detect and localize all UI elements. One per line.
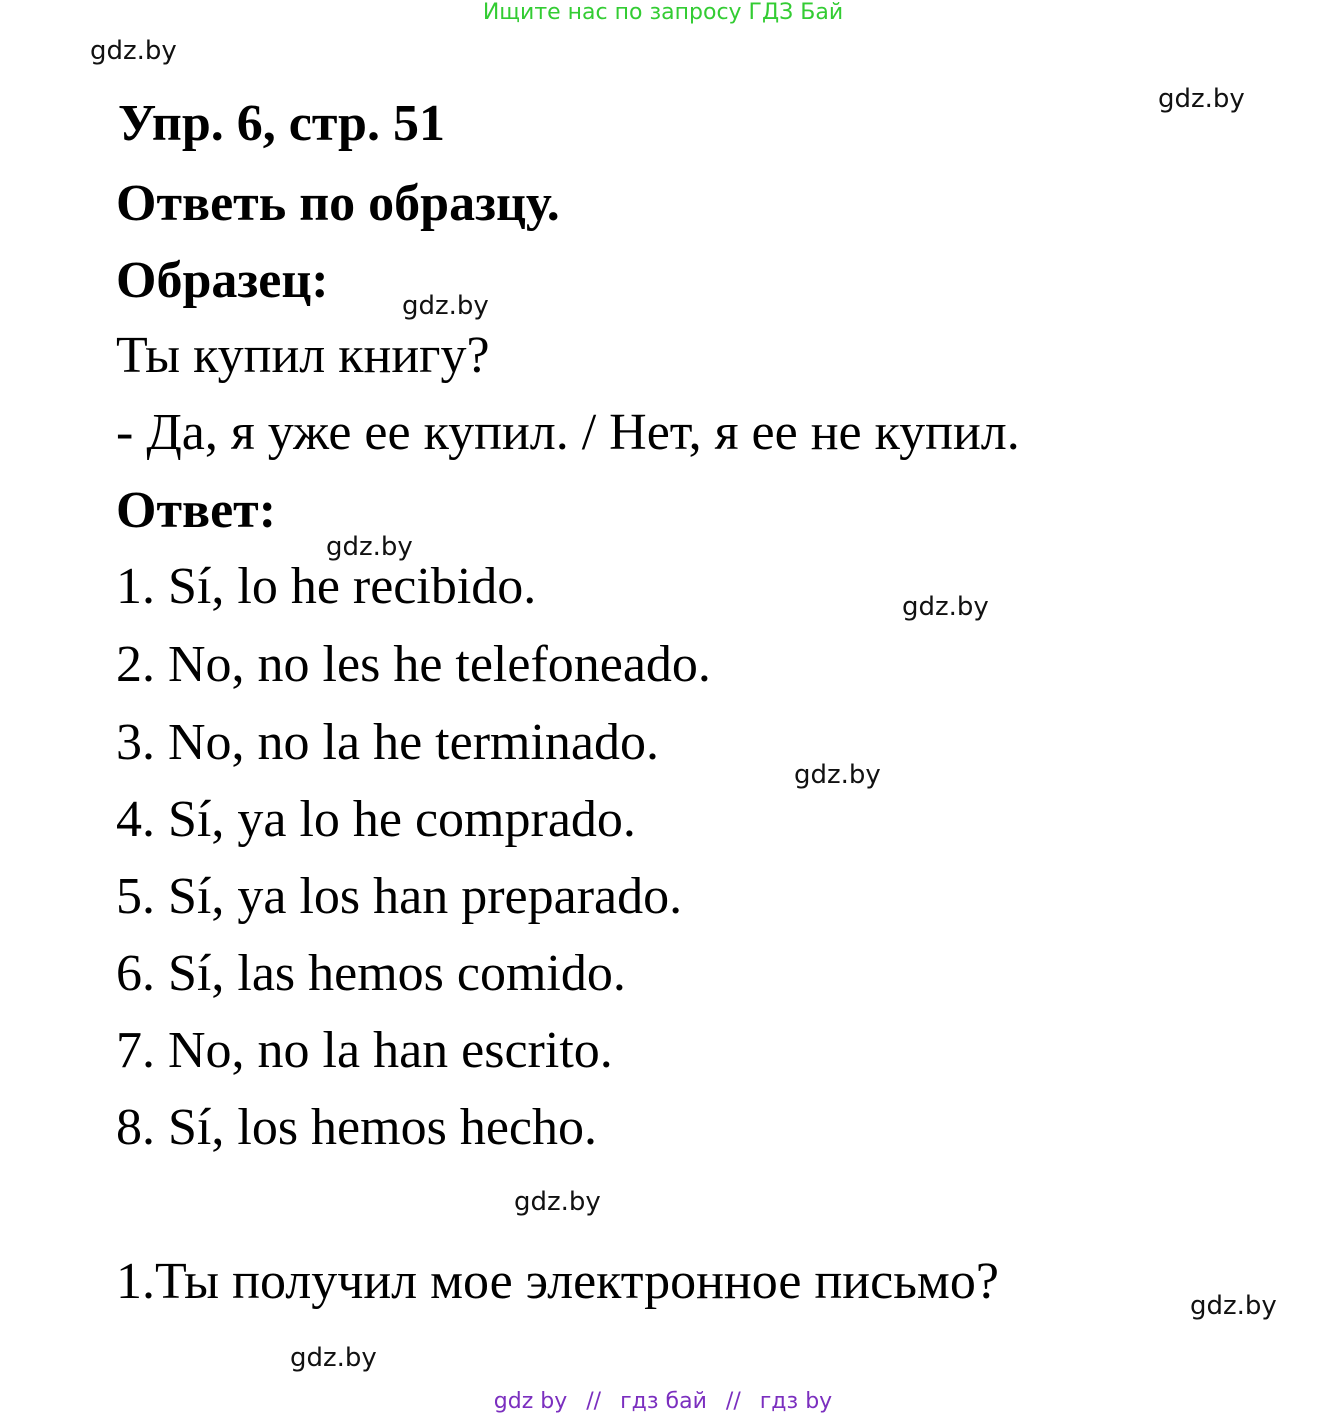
watermark: gdz.by — [1158, 84, 1245, 114]
footer-separator: // — [586, 1389, 602, 1414]
answer-label: Ответ: — [116, 482, 277, 539]
watermark: gdz.by — [1190, 1291, 1277, 1321]
answer-item: 3. No, no la he terminado. — [116, 714, 659, 771]
watermark: gdz.by — [90, 36, 177, 66]
answer-item: 7. No, no la han escrito. — [116, 1022, 613, 1079]
answer-item: 2. No, no les he telefoneado. — [116, 636, 711, 693]
top-banner: Ищите нас по запросу ГДЗ Бай — [482, 0, 844, 25]
answer-item: 1. Sí, lo he recibido. — [116, 558, 537, 615]
answer-item: 4. Sí, ya lo he comprado. — [116, 791, 636, 848]
footer — [0, 1389, 1326, 1415]
question-1: 1.Ты получил мое электронное письмо? — [116, 1253, 999, 1310]
answer-item: 5. Sí, ya los han preparado. — [116, 868, 683, 925]
footer-separator: // — [725, 1389, 741, 1414]
instruction: Ответь по образцу. — [116, 175, 560, 232]
footer-link[interactable]: gdz by — [493, 1389, 568, 1414]
sample-label: Образец: — [116, 252, 329, 309]
answer-item: 6. Sí, las hemos comido. — [116, 945, 626, 1002]
answer-item: 8. Sí, los hemos hecho. — [116, 1099, 597, 1156]
watermark: gdz.by — [402, 291, 489, 321]
footer-link[interactable]: гдз by — [759, 1389, 833, 1414]
sample-question: Ты купил книгу? — [116, 327, 490, 384]
watermark: gdz.by — [794, 760, 881, 790]
exercise-title: Упр. 6, стр. 51 — [118, 95, 445, 152]
watermark: gdz.by — [902, 592, 989, 622]
watermark: gdz.by — [290, 1343, 377, 1373]
footer-link[interactable]: гдз бай — [620, 1389, 707, 1414]
watermark: gdz.by — [514, 1187, 601, 1217]
watermark: gdz.by — [326, 532, 413, 562]
sample-answer: - Да, я уже ее купил. / Нет, я ее не купил. — [116, 404, 1020, 461]
